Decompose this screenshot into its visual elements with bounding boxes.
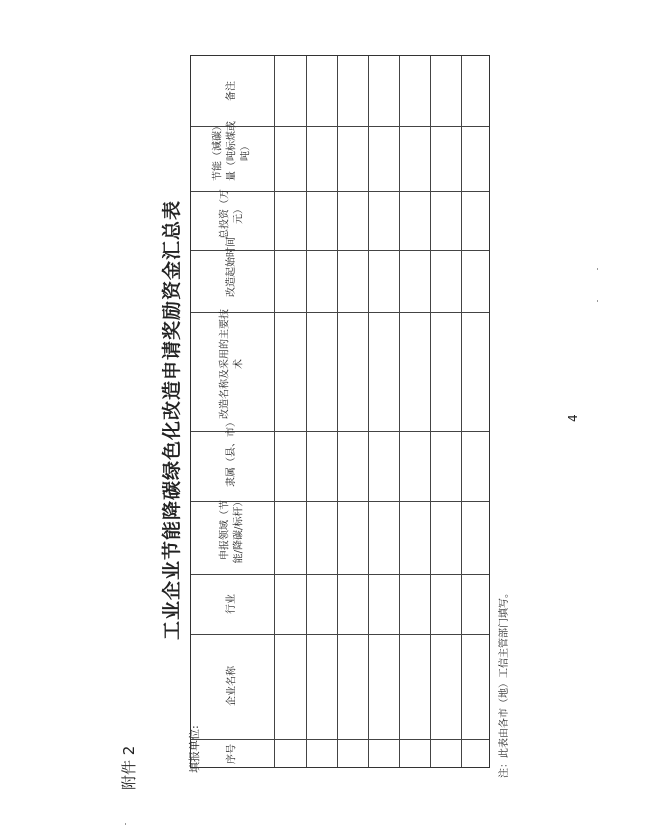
header-project xyxy=(191,309,274,431)
header-company-label: 企业名称 xyxy=(226,666,238,706)
row-divider xyxy=(306,56,307,767)
row-divider xyxy=(399,56,400,767)
header-seq-label: 序号 xyxy=(226,744,238,764)
scan-speck xyxy=(125,823,126,825)
header-investment-label: 总投资（万元） xyxy=(219,189,245,239)
header-start-time-label: 改造起始时间 xyxy=(226,237,237,297)
scan-speck xyxy=(597,300,598,302)
header-affiliation-label: 隶属（县、市） xyxy=(226,417,237,487)
header-industry-label: 行业 xyxy=(226,594,237,614)
scan-speck xyxy=(597,268,598,270)
header-energy-saving-label: 节能（減碳）量（吨标煤或吨） xyxy=(212,121,252,181)
row-divider xyxy=(461,56,462,767)
page-number: 4 xyxy=(566,414,580,422)
annex-label: 附件 2 xyxy=(120,745,138,790)
header-remarks-label: 备注 xyxy=(226,81,237,101)
header-remarks xyxy=(191,56,274,126)
header-start-time xyxy=(191,237,274,312)
header-field-label: 申报领域（节能/降碳/标杆） xyxy=(219,496,245,564)
row-divider xyxy=(337,56,338,767)
header-energy-saving xyxy=(191,121,274,191)
table-note: 注：此表由各市（地）工信主管部门填写。 xyxy=(499,588,510,778)
header-project-label: 改造名称及采用的主要技术 xyxy=(219,309,245,419)
summary-table xyxy=(190,55,490,768)
document-title: 工业企业节能降碳绿色化改造申请奖励资金汇总表 xyxy=(161,199,183,640)
header-divider xyxy=(274,56,275,767)
row-divider xyxy=(368,56,369,767)
row-divider xyxy=(430,56,431,767)
header-company xyxy=(191,634,274,739)
header-investment xyxy=(191,191,274,250)
header-industry xyxy=(191,574,274,634)
header-field xyxy=(191,496,274,574)
fill-unit-label: 填报单位: xyxy=(188,725,201,773)
header-seq xyxy=(191,739,274,769)
header-affiliation xyxy=(191,417,274,501)
